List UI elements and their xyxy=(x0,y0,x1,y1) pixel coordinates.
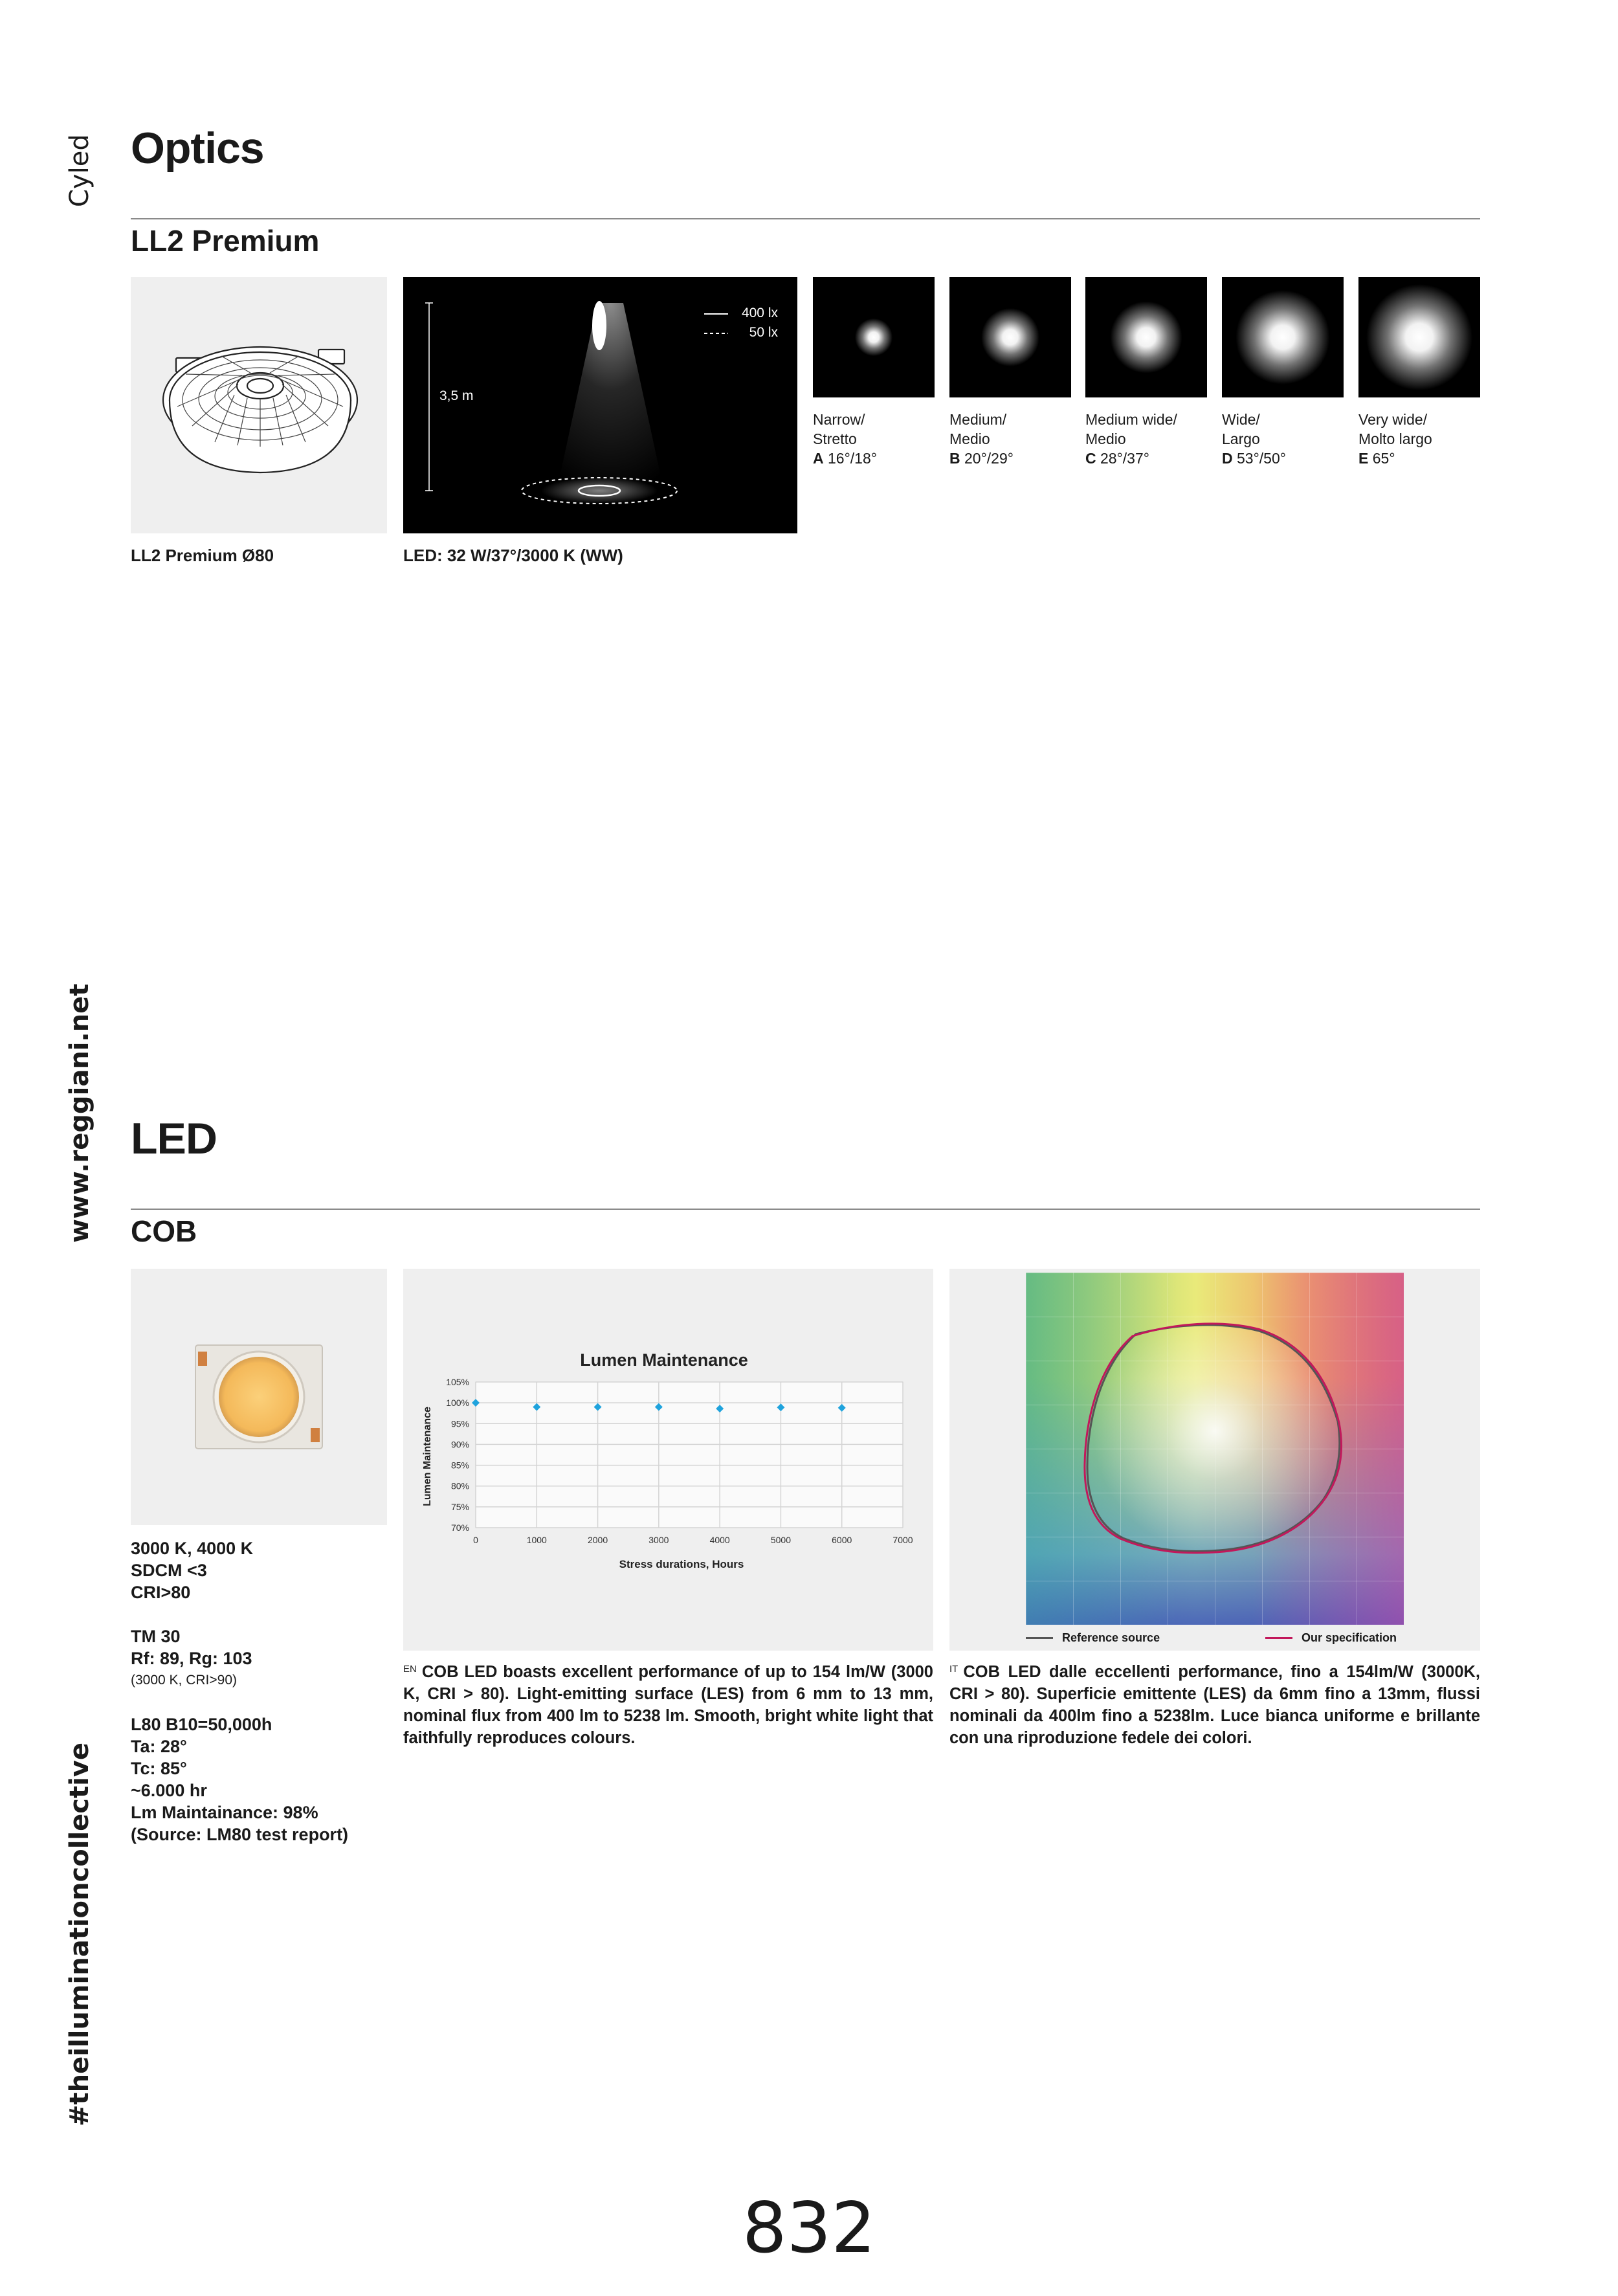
y-tick-label: 90% xyxy=(450,1439,469,1450)
description-it-text: COB LED dalle eccellenti performance, fino a 154lm/W (3000K, CRI > 80). Superficie emittente (LES) da 6mm fino a 13mm, flussi nominali da 400lm fino a 5238lm. Luce bianca uniforme e brillante con una riproduzione fedele dei colori. xyxy=(949,1663,1480,1747)
beam-angle xyxy=(1085,449,1177,468)
x-tick-label: 6000 xyxy=(832,1535,852,1545)
beam-angle xyxy=(1358,449,1432,468)
color-space-chart xyxy=(1026,1273,1404,1625)
beam-angle-value: 65° xyxy=(1368,450,1395,467)
spec-lm-maintenance: Lm Maintainance: 98% xyxy=(131,1803,318,1822)
beam-caption-a xyxy=(813,410,877,468)
legend-400lx: 400 lx xyxy=(741,306,778,320)
product-caption: LL2 Premium Ø80 xyxy=(131,546,274,565)
beam-name-it: Medio xyxy=(1085,430,1126,447)
led-divider xyxy=(131,1209,1480,1210)
beam-caption-d xyxy=(1222,410,1286,468)
beam-angle xyxy=(813,449,877,468)
legend-50lx: 50 lx xyxy=(749,325,778,340)
lumen-maintenance-chart xyxy=(403,1269,933,1651)
color-space-panel xyxy=(949,1269,1480,1651)
spec-rf-rg-note: (3000 K, CRI>90) xyxy=(131,1673,238,1688)
x-tick-label: 4000 xyxy=(709,1535,730,1545)
y-tick-label: 80% xyxy=(450,1480,469,1491)
beam-caption-e xyxy=(1358,410,1432,468)
beam-code: D xyxy=(1222,450,1233,467)
legend-reference-label: Reference source xyxy=(1062,1631,1160,1644)
beam-name-en: Medium wide/ xyxy=(1085,411,1177,428)
beam-name-en: Narrow/ xyxy=(813,411,865,428)
x-tick-label: 0 xyxy=(473,1535,478,1545)
lang-tag-it: IT xyxy=(949,1664,959,1675)
beam-pattern-d xyxy=(1222,277,1344,397)
legend-ours-swatch xyxy=(1265,1637,1292,1639)
beam-pattern-c xyxy=(1085,277,1207,397)
y-tick-label: 75% xyxy=(450,1501,469,1512)
optics-divider xyxy=(131,218,1480,219)
beam-angle-value: 28°/37° xyxy=(1096,450,1149,467)
legend-ours xyxy=(1265,1631,1397,1645)
spec-tm30: TM 30 xyxy=(131,1627,181,1646)
chart-y-axis-label: Lumen Maintenance xyxy=(422,1407,433,1506)
x-tick-label: 1000 xyxy=(526,1535,547,1545)
beam-angle xyxy=(1222,449,1286,468)
beam-name-it: Medio xyxy=(949,430,990,447)
x-tick-label: 5000 xyxy=(770,1535,792,1545)
led-specs xyxy=(131,1537,348,1845)
beam-code: A xyxy=(813,450,824,467)
beam-caption-c xyxy=(1085,410,1177,468)
beam-name-it: Molto largo xyxy=(1358,430,1432,447)
description-en xyxy=(403,1661,933,1749)
spec-tc: Tc: 85° xyxy=(131,1759,187,1778)
led-subtitle: COB xyxy=(131,1214,197,1248)
y-tick-label: 100% xyxy=(446,1398,469,1409)
description-en-text: COB LED boasts excellent performance of up to 154 lm/W (3000 K, CRI > 80). Light-emitting surface (LES) from 6 mm to 13 mm, nominal flux from 400 lm to 5238 lm. Smooth, bright white light that faithfully reproduces colours. xyxy=(403,1663,933,1747)
beam-name-en: Very wide/ xyxy=(1358,411,1428,428)
light-cone xyxy=(555,303,665,497)
beam-code: E xyxy=(1358,450,1369,467)
lumen-maintenance-panel xyxy=(403,1269,933,1651)
beam-code: C xyxy=(1085,450,1096,467)
x-tick-label: 2000 xyxy=(587,1535,608,1545)
cob-phosphor xyxy=(219,1357,299,1437)
x-tick-label: 7000 xyxy=(892,1535,913,1545)
y-tick-label: 85% xyxy=(450,1460,469,1471)
hashtag-label: #theilluminationcollective xyxy=(65,1743,94,2126)
brand-label: Cyled xyxy=(65,134,94,207)
beam-caption-b xyxy=(949,410,1014,468)
website-link[interactable]: www.reggiani.net xyxy=(65,983,94,1243)
light-hotspot xyxy=(592,301,606,350)
beam-pattern-a xyxy=(813,277,935,397)
led-title: LED xyxy=(131,1114,217,1163)
spec-l80: L80 B10=50,000h xyxy=(131,1715,272,1734)
legend-reference xyxy=(1026,1631,1160,1645)
spec-cri: CRI>80 xyxy=(131,1583,191,1602)
reflector-drawing xyxy=(131,277,387,533)
beam-pattern-e xyxy=(1358,277,1480,397)
legend-ours-label: Our specification xyxy=(1302,1631,1397,1644)
beam-name-it: Stretto xyxy=(813,430,857,447)
plot-area xyxy=(476,1382,903,1528)
beam-angle-value: 20°/29° xyxy=(960,450,1014,467)
beam-name-en: Medium/ xyxy=(949,411,1007,428)
y-tick-label: 70% xyxy=(450,1522,469,1533)
page-number: 832 xyxy=(742,2188,876,2269)
spec-hours: ~6.000 hr xyxy=(131,1781,207,1800)
beam-angle-value: 53°/50° xyxy=(1232,450,1286,467)
spec-ta: Ta: 28° xyxy=(131,1737,187,1756)
beam-name-en: Wide/ xyxy=(1222,411,1260,428)
spec-sdcm: SDCM <3 xyxy=(131,1561,207,1580)
beam-angle xyxy=(949,449,1014,468)
photometry-caption: LED: 32 W/37°/3000 K (WW) xyxy=(403,546,623,565)
ll2-premium-image xyxy=(131,277,387,533)
lang-tag-en: EN xyxy=(403,1664,417,1675)
optics-subtitle: LL2 Premium xyxy=(131,224,320,258)
photometry-image xyxy=(403,277,797,533)
beam-pattern-b xyxy=(949,277,1071,397)
beam-name-it: Largo xyxy=(1222,430,1260,447)
cob-image xyxy=(131,1269,387,1525)
x-tick-label: 3000 xyxy=(648,1535,669,1545)
beam-angle-value: 16°/18° xyxy=(823,450,877,467)
beam-code: B xyxy=(949,450,960,467)
legend-reference-swatch xyxy=(1026,1637,1053,1639)
optics-title: Optics xyxy=(131,124,264,173)
height-label: 3,5 m xyxy=(439,388,474,403)
chart-title: Lumen Maintenance xyxy=(580,1350,748,1370)
spec-cct: 3000 K, 4000 K xyxy=(131,1539,254,1558)
spec-rf-rg: Rf: 89, Rg: 103 xyxy=(131,1649,252,1668)
chart-x-axis-label: Stress durations, Hours xyxy=(619,1558,744,1570)
y-tick-label: 105% xyxy=(446,1377,469,1387)
reference-source-curve xyxy=(1087,1325,1340,1552)
spec-source: (Source: LM80 test report) xyxy=(131,1825,349,1844)
y-tick-label: 95% xyxy=(450,1418,469,1429)
description-it xyxy=(949,1661,1480,1749)
